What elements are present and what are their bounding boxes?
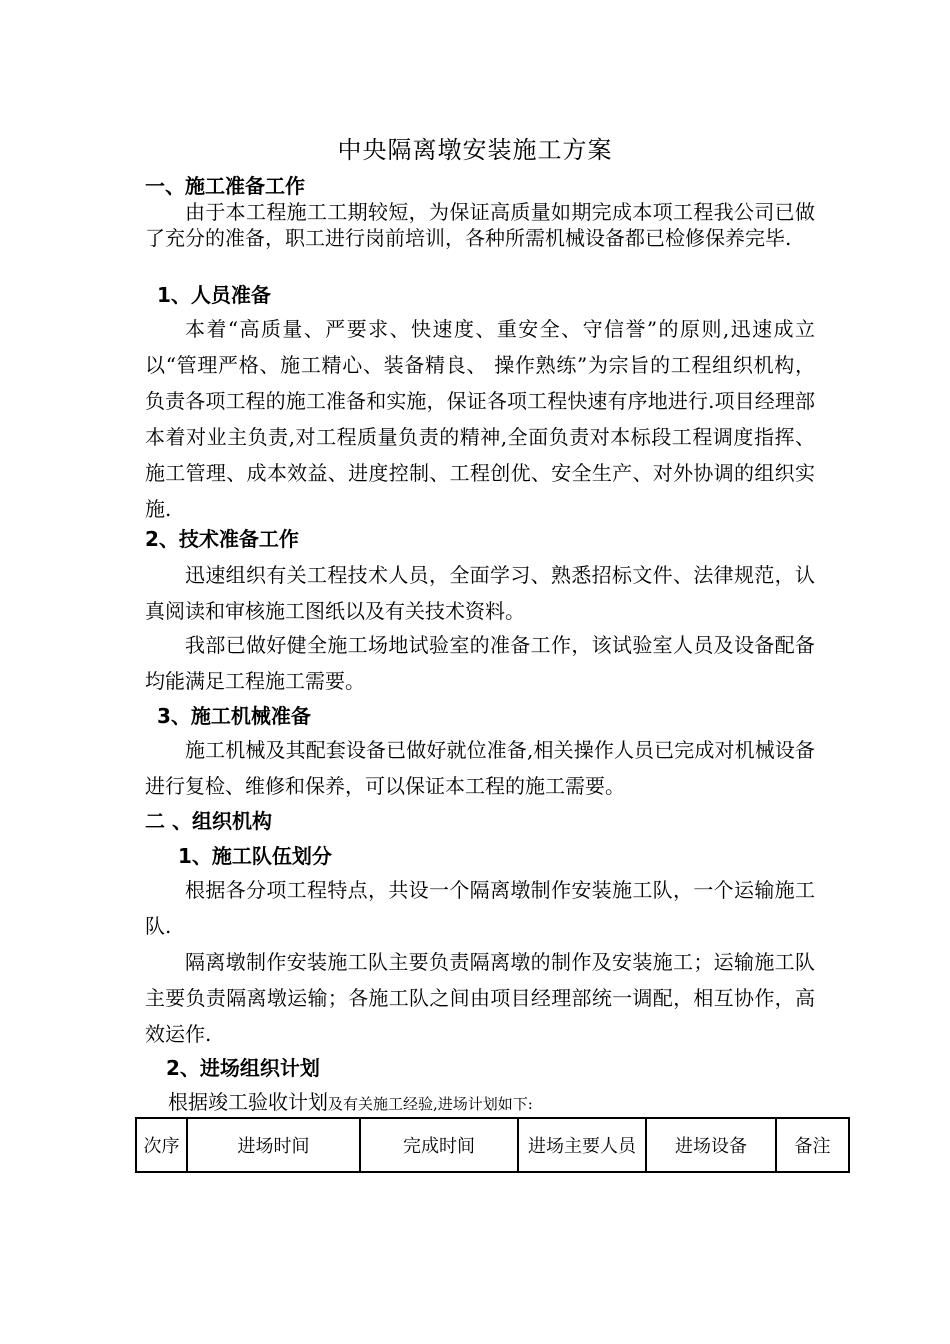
entry-plan-table bbox=[135, 1117, 850, 1173]
subheading-entry-plan: 2、进场组织计划 bbox=[166, 1056, 320, 1080]
paragraph-technical-1: 迅速组织有关工程技术人员，全面学习、熟悉招标文件、法律规范，认真阅读和审核施工图纸以及有关技术资料。 bbox=[145, 563, 815, 623]
paragraph-technical-2: 我部已做好健全施工场地试验室的准备工作，该试验室人员及设备配备均能满足工程施工需要。 bbox=[145, 633, 815, 693]
table-header-cell: 进场主要人员 bbox=[518, 1118, 646, 1172]
paragraph-machinery: 施工机械及其配套设备已做好就位准备,相关操作人员已完成对机械设备进行复检、维修和保养，可以保证本工程的施工需要。 bbox=[145, 738, 815, 798]
entry-plan-intro-small: 及有关施工经验,进场计划如下: bbox=[328, 1095, 533, 1113]
table-header-cell: 完成时间 bbox=[360, 1118, 518, 1172]
subheading-team-division: 1、施工队伍划分 bbox=[178, 844, 332, 868]
paragraph-team-division-1: 根据各分项工程特点，共设一个隔离墩制作安装施工队，一个运输施工队. bbox=[145, 878, 815, 938]
paragraph-personnel: 本着“高质量、严要求、快速度、重安全、守信誉”的原则,迅速成立以“管理严格、施工精心、装备精良、 操作熟练”为宗旨的工程组织机构， 负责各项工程的施工准备和实施，保证各项工程快速有序地进行.项目经理部本着对业主负责,对工程质量负责的精神,全面负责对本标段工程调度指挥、施工管理、成本效益、进度控制、工程创优、安全生产、对外协调的组织实施. bbox=[145, 317, 815, 521]
document-title: 中央隔离墩安装施工方案 bbox=[337, 136, 613, 164]
entry-plan-intro bbox=[168, 1089, 533, 1117]
table-header-row bbox=[136, 1118, 849, 1172]
table-header-cell: 进场时间 bbox=[187, 1118, 360, 1172]
table-header-cell: 次序 bbox=[136, 1118, 187, 1172]
paragraph-preparation-intro: 由于本工程施工工期较短，为保证高质量如期完成本项工程我公司已做了充分的准备，职工进行岗前培训，各种所需机械设备都已检修保养完毕. bbox=[145, 200, 815, 250]
table-header-cell: 备注 bbox=[776, 1118, 849, 1172]
section-heading-preparation: 一、施工准备工作 bbox=[145, 174, 305, 198]
section-heading-organization: 二 、组织机构 bbox=[145, 809, 272, 833]
subheading-machinery: 3、施工机械准备 bbox=[157, 704, 311, 728]
entry-plan-intro-main: 根据竣工验收计划 bbox=[168, 1090, 328, 1114]
paragraph-team-division-2: 隔离墩制作安装施工队主要负责隔离墩的制作及安装施工；运输施工队主要负责隔离墩运输；各施工队之间由项目经理部统一调配，相互协作，高效运作. bbox=[145, 950, 815, 1046]
subheading-technical: 2、技术准备工作 bbox=[145, 527, 299, 551]
subheading-personnel: 1、人员准备 bbox=[157, 283, 271, 307]
table-header-cell: 进场设备 bbox=[646, 1118, 776, 1172]
